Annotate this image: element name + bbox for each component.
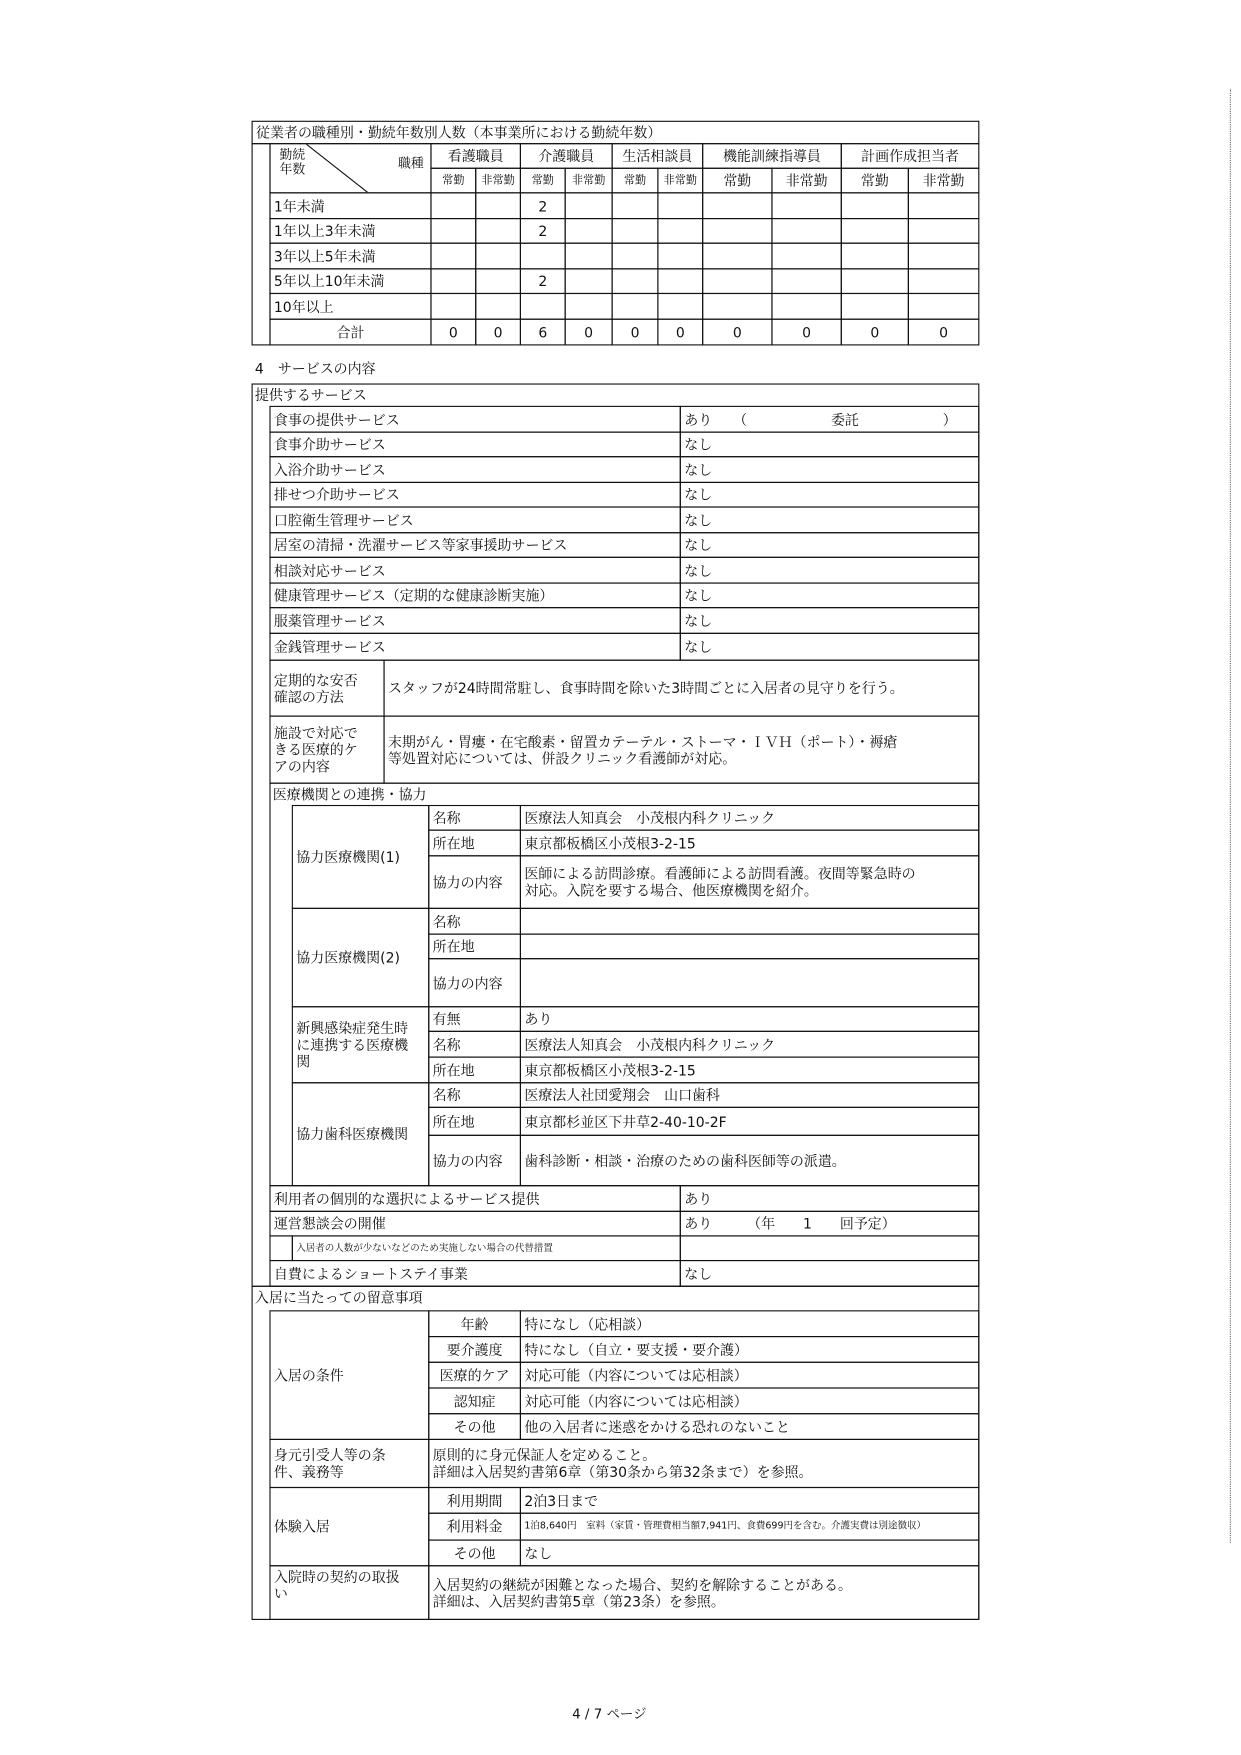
short-stay-value: なし [680, 1260, 980, 1287]
condition-field: 年齢 [428, 1310, 521, 1337]
field-label: 所在地 [428, 1107, 521, 1136]
staff-count-cell [612, 192, 659, 219]
job-type-header: 介護職員 [520, 143, 613, 169]
field-value: 歯科診断・相談・治療のための歯科医師等の派遣。 [520, 1135, 979, 1186]
service-item-value: なし [680, 432, 980, 458]
service-item-value: なし [680, 607, 980, 634]
employment-header: 常勤 [702, 168, 772, 194]
service-item-label: 入浴介助サービス [269, 456, 680, 483]
staff-count-cell [657, 192, 703, 219]
staff-count-cell [430, 293, 476, 320]
staff-count-cell [475, 218, 521, 244]
staff-count-cell: 0 [771, 319, 841, 346]
field-value: 医師による訪問診療。看護師による訪問看護。夜間等緊急時の 対応。入院を要する場合、他医療機関を紹介。 [520, 855, 979, 909]
hospitalization-value: 入居契約の継続が困難となった場合、契約を解除することがある。 詳細は、入居契約書第5章（第23条）を参照。 [428, 1565, 979, 1620]
staff-count-cell [841, 192, 909, 219]
field-label: 名称 [428, 1082, 521, 1108]
trial-field: 利用料金 [428, 1513, 521, 1541]
condition-value: 他の入居者に迷惑をかける恐れのないこと [520, 1413, 979, 1440]
condition-value: 対応可能（内容については応相談） [520, 1387, 979, 1414]
staff-count-cell [841, 243, 909, 270]
staff-count-cell [565, 192, 613, 219]
staff-count-cell [612, 218, 659, 244]
field-value: 医療法人知真会 小茂根内科クリニック [520, 1031, 979, 1058]
service-item-label: 排せつ介助サービス [269, 482, 680, 508]
field-value: 東京都板橋区小茂根3-2-15 [520, 830, 979, 857]
admission-header: 入居に当たっての留意事項 [254, 1289, 423, 1306]
staff-count-cell: 0 [702, 319, 772, 346]
staff-count-cell [612, 243, 659, 270]
staff-count-cell [908, 218, 980, 244]
staff-count-cell [520, 243, 566, 270]
staff-count-cell [908, 293, 980, 320]
staff-count-cell [430, 192, 476, 219]
staff-count-cell [612, 268, 659, 294]
staff-count-cell [657, 243, 703, 270]
staff-count-cell [475, 243, 521, 270]
staff-count-cell: 0 [430, 319, 476, 346]
service-item-label: 健康管理サービス（定期的な健康診断実施） [269, 582, 680, 608]
individual-service-value: あり [680, 1185, 980, 1212]
staff-count-cell [475, 293, 521, 320]
trial-value: 2泊3日まで [520, 1487, 979, 1514]
service-item-label: 服薬管理サービス [269, 607, 680, 634]
staff-count-cell: 2 [520, 192, 566, 219]
field-label: 協力の内容 [428, 958, 521, 1007]
short-stay-label: 自費によるショートステイ事業 [269, 1260, 680, 1287]
field-value [520, 908, 979, 935]
staff-count-cell [771, 243, 841, 270]
job-type-header: 看護職員 [430, 143, 521, 169]
medical-care-value: 末期がん・胃瘻・在宅酸素・留置カテーテル・ストーマ・ＩＶＨ（ポート）・褥瘡 等処置対応については、併設クリニック看護師が対応。 [383, 716, 979, 784]
staff-count-cell: 0 [475, 319, 521, 346]
service-item-label: 金銭管理サービス [269, 633, 680, 661]
job-type-header: 計画作成担当者 [841, 143, 980, 169]
service-item-label: 食事介助サービス [269, 432, 680, 458]
field-value [520, 958, 979, 1007]
staff-count-cell [702, 268, 772, 294]
employment-header: 常勤 [612, 168, 659, 194]
institution-label: 協力医療機関(2) [292, 908, 430, 1008]
field-label: 有無 [428, 1006, 521, 1032]
safety-check-value: スタッフが24時間常駐し、食事時間を除いた3時間ごとに入居者の見守りを行う。 [383, 660, 979, 717]
staff-count-cell [657, 218, 703, 244]
tenure-row-label: 10年以上 [269, 293, 431, 320]
service-item-value: なし [680, 532, 980, 558]
staff-count-cell [520, 293, 566, 320]
tenure-row-label: 合計 [269, 319, 431, 346]
field-label: 名称 [428, 908, 521, 935]
staff-table-indent [252, 143, 271, 345]
trial-value: 1泊8,640円 室料（家賃・管理費相当額7,941円、食費699円を含む。介護実費は別途徴収） [520, 1513, 979, 1541]
trial-field: 利用期間 [428, 1487, 521, 1514]
staff-count-cell [475, 268, 521, 294]
condition-value: 特になし（自立・要支援・要介護） [520, 1336, 979, 1363]
staff-count-cell [702, 243, 772, 270]
trial-field: その他 [428, 1539, 521, 1566]
tenure-row-label: 5年以上10年未満 [269, 268, 431, 294]
staff-count-cell [565, 293, 613, 320]
tenure-row-label: 1年以上3年未満 [269, 218, 431, 244]
staff-count-cell: 0 [908, 319, 980, 346]
staff-count-cell: 0 [612, 319, 659, 346]
hospitalization-label: 入院時の契約の取扱 い [269, 1565, 429, 1620]
section-title: 4 サービスの内容 [254, 359, 376, 377]
guarantor-label: 身元引受人等の条 件、義務等 [269, 1439, 429, 1488]
field-value: 東京都板橋区小茂根3-2-15 [520, 1057, 979, 1084]
corner-col-label: 職種 [398, 155, 424, 172]
field-label: 所在地 [428, 830, 521, 857]
condition-value: 特になし（応相談） [520, 1310, 979, 1337]
condition-value: 対応可能（内容については応相談） [520, 1362, 979, 1389]
staff-count-cell: 2 [520, 268, 566, 294]
employment-header: 非常勤 [565, 168, 613, 194]
job-type-header: 生活相談員 [612, 143, 704, 169]
scan-edge [1230, 89, 1231, 1542]
service-item-label: 口腔衛生管理サービス [269, 506, 680, 533]
services-indent [252, 406, 271, 1287]
condition-field: その他 [428, 1413, 521, 1440]
staff-count-cell [702, 192, 772, 219]
page-number: 4 / 7 ページ [572, 1706, 647, 1722]
staff-count-cell [841, 218, 909, 244]
employment-header: 非常勤 [475, 168, 521, 194]
institution-label: 協力医療機関(1) [292, 805, 430, 909]
staff-count-cell [908, 268, 980, 294]
staff-table-title: 従業者の職種別・勤続年数別人数（本事業所における勤続年数） [252, 121, 980, 144]
staff-count-cell [908, 192, 980, 219]
corner-row-label: 勤続 年数 [279, 146, 306, 177]
condition-field: 要介護度 [428, 1336, 521, 1363]
guarantor-value: 原則的に身元保証人を定めること。 詳細は入居契約書第6章（第30条から第32条まで）を参照。 [428, 1439, 979, 1488]
staff-count-cell [771, 268, 841, 294]
field-label: 名称 [428, 1031, 521, 1058]
individual-service-label: 利用者の個別的な選択によるサービス提供 [269, 1185, 680, 1212]
field-value [520, 934, 979, 960]
tenure-row-label: 1年未満 [269, 192, 431, 219]
employment-header: 常勤 [520, 168, 566, 194]
service-item-value: なし [680, 582, 980, 608]
service-item-value: なし [680, 557, 980, 584]
institution-label: 新興感染症発生時 に連携する医療機 関 [292, 1006, 430, 1083]
staff-count-cell [565, 268, 613, 294]
staff-count-cell [430, 268, 476, 294]
staff-count-cell [908, 243, 980, 270]
staff-count-cell [475, 192, 521, 219]
field-value: 医療法人知真会 小茂根内科クリニック [520, 805, 979, 831]
staff-count-cell [702, 218, 772, 244]
services-header: 提供するサービス [254, 386, 367, 404]
staff-count-cell [612, 293, 659, 320]
staff-count-cell [702, 293, 772, 320]
employment-header: 常勤 [841, 168, 909, 194]
field-label: 所在地 [428, 934, 521, 960]
field-value: 東京都杉並区下井草2-40-10-2F [520, 1107, 979, 1136]
service-item-label: 相談対応サービス [269, 557, 680, 584]
staff-count-cell [771, 192, 841, 219]
employment-header: 非常勤 [657, 168, 703, 194]
service-item-label: 居室の清掃・洗濯サービス等家事援助サービス [269, 532, 680, 558]
staff-count-cell: 0 [657, 319, 703, 346]
medical-care-label: 施設で対応で きる医療的ケ アの内容 [269, 716, 384, 784]
staff-count-cell: 0 [565, 319, 613, 346]
field-value: あり [520, 1006, 979, 1032]
staff-count-cell [771, 293, 841, 320]
service-item-value: なし [680, 456, 980, 483]
staff-count-cell [657, 268, 703, 294]
condition-field: 医療的ケア [428, 1362, 521, 1389]
staff-count-cell [565, 243, 613, 270]
condition-field: 認知症 [428, 1387, 521, 1414]
alternative-measure-value [680, 1235, 980, 1261]
conditions-label: 入居の条件 [269, 1310, 429, 1440]
service-item-value: なし [680, 633, 980, 661]
tenure-row-label: 3年以上5年未満 [269, 243, 431, 270]
staff-count-cell [657, 293, 703, 320]
staff-count-cell: 0 [841, 319, 909, 346]
safety-check-label: 定期的な安否 確認の方法 [269, 660, 384, 717]
employment-header: 常勤 [430, 168, 476, 194]
field-label: 名称 [428, 805, 521, 831]
staff-count-cell [771, 218, 841, 244]
service-item-value: なし [680, 506, 980, 533]
service-item-value: あり （ 委託 ） [680, 406, 980, 433]
trial-stay-label: 体験入居 [269, 1487, 429, 1566]
field-label: 所在地 [428, 1057, 521, 1084]
staff-count-cell: 6 [520, 319, 566, 346]
indent [269, 1235, 292, 1261]
trial-value: なし [520, 1539, 979, 1566]
staff-count-cell [430, 218, 476, 244]
staff-count-cell: 2 [520, 218, 566, 244]
service-item-value: なし [680, 482, 980, 508]
cooperation-header: 医療機関との連携・協力 [272, 785, 427, 803]
field-value: 医療法人社団愛翔会 山口歯科 [520, 1082, 979, 1108]
council-value: あり （年 1 回予定） [680, 1211, 980, 1237]
staff-count-cell [841, 268, 909, 294]
institution-label: 協力歯科医療機関 [292, 1082, 430, 1186]
service-item-label: 食事の提供サービス [269, 406, 680, 433]
corner-header [269, 143, 431, 193]
field-label: 協力の内容 [428, 1135, 521, 1186]
employment-header: 非常勤 [908, 168, 980, 194]
employment-header: 非常勤 [771, 168, 841, 194]
staff-count-cell [841, 293, 909, 320]
job-type-header: 機能訓練指導員 [702, 143, 842, 169]
field-label: 協力の内容 [428, 855, 521, 909]
council-label: 運営懇談会の開催 [269, 1211, 680, 1237]
staff-count-cell [430, 243, 476, 270]
staff-count-cell [565, 218, 613, 244]
alternative-measure-label: 入居者の人数が少ないなどのため実施しない場合の代替措置 [292, 1235, 681, 1261]
